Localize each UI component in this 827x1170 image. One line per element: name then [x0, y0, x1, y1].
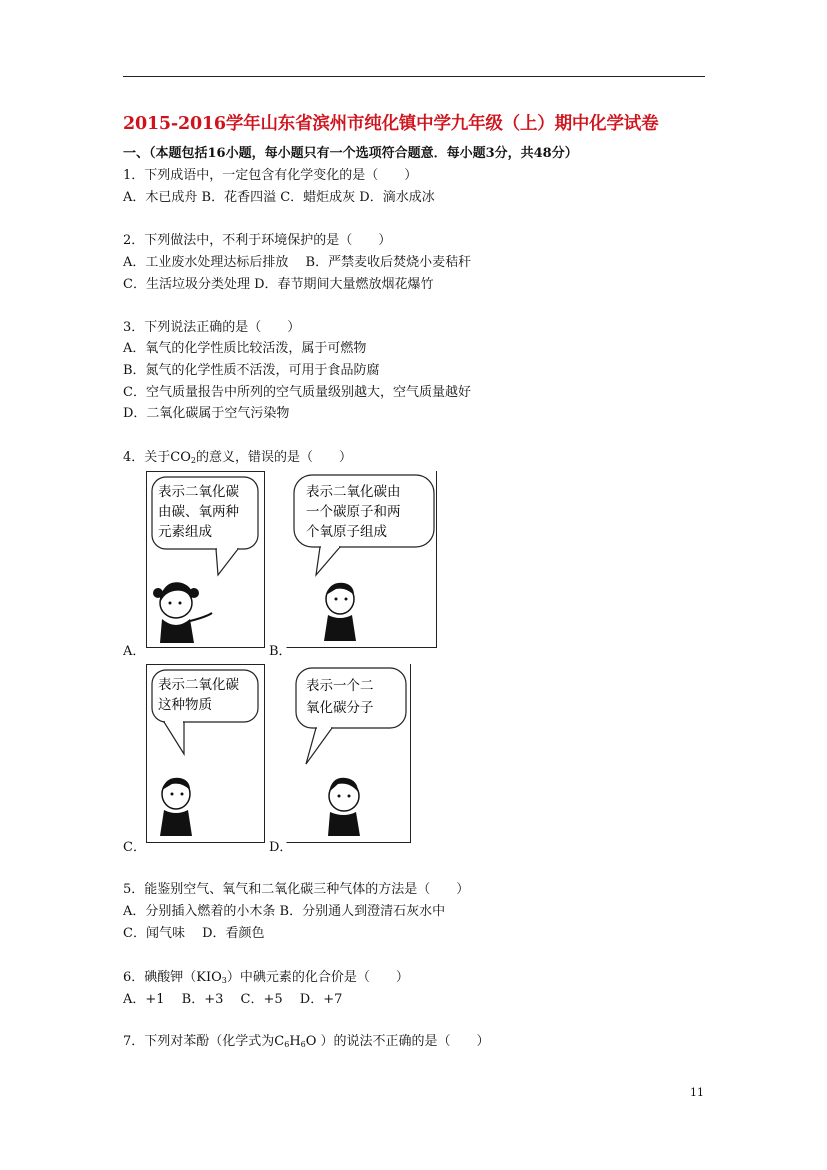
panel-a-bubble-line-2: 由碳、氧两种 [158, 504, 239, 520]
panel-b-bubble-line-1: 表示二氧化碳由 [306, 484, 401, 500]
q1-stem: 1．下列成语中，一定包含有化学变化的是（ ） [123, 168, 418, 183]
panel-c-bubble-line-1: 表示二氧化碳 [158, 677, 239, 693]
panel-d-label: D． [269, 840, 293, 855]
q4-panel-a [123, 471, 266, 659]
panel-d-bubble-line-1: 表示一个二 [306, 678, 374, 694]
panel-c-bubble-line-2: 这种物质 [158, 697, 212, 713]
exam-title: 2015-2016学年山东省滨州市纯化镇中学九年级（上）期中化学试卷 [123, 114, 659, 134]
q6-stem: 6．碘酸钾$(KIO_3)$中碘元素的化合价是（ ） [123, 970, 409, 985]
header-rule [123, 76, 705, 77]
q3-stem: 3．下列说法正确的是（ ） [123, 320, 301, 335]
q3-option-d: D．二氧化碳属于空气污染物 [123, 406, 290, 421]
q5-stem: 5．能鉴别空气、氧气和二氧化碳三种气体的方法是（ ） [123, 882, 470, 897]
panel-d-bubble-line-2: 氧化碳分子 [306, 700, 374, 716]
q4-panel-c [123, 664, 266, 855]
q1-options: A．木已成舟 B．花香四溢 C．蜡炬成灰 D．滴水成冰 [123, 190, 435, 205]
cartoon-boy-image [286, 664, 416, 844]
section-heading: 一、（本题包括16小题，每小题只有一个选项符合题意．每小题3分，共48分） [123, 146, 578, 161]
cartoon-boy-image [146, 664, 266, 844]
q5-options-cd: C．闻气味 D．看颜色 [123, 926, 265, 941]
q7-stem: 7．下列对苯酚（化学式为$C_6H_6O$ ）的说法不正确的是（ ） [123, 1034, 490, 1049]
panel-b-bubble-line-2: 一个碳原子和两 [306, 504, 401, 520]
panel-a-label: A． [123, 644, 146, 659]
panel-b-label: B． [269, 644, 292, 659]
cartoon-girl-image [146, 471, 266, 649]
q2-stem: 2．下列做法中，不利于环境保护的是（ ） [123, 233, 392, 248]
panel-a-bubble-line-3: 元素组成 [158, 524, 212, 540]
q5-options-ab: A．分别插入燃着的小木条 B．分别通人到澄清石灰水中 [123, 904, 446, 919]
q4-panel-d [269, 664, 416, 855]
q6-options: A．+1 B．+3 C．+5 D．+7 [123, 992, 343, 1007]
q3-option-b: B．氮气的化学性质不活泼，可用于食品防腐 [123, 363, 380, 378]
q4-stem: 4．关于$CO_2$的意义，错误的是（ ） [123, 450, 352, 465]
page-number: 11 [690, 1086, 704, 1099]
panel-c-label: C． [123, 840, 146, 855]
panel-a-bubble-line-1: 表示二氧化碳 [158, 484, 239, 500]
q2-options-cd: C．生活垃圾分类处理 D．春节期间大量燃放烟花爆竹 [123, 277, 434, 292]
q3-option-c: C．空气质量报告中所列的空气质量级别越大，空气质量越好 [123, 385, 471, 400]
panel-b-bubble-line-3: 个氧原子组成 [306, 524, 387, 540]
cartoon-boy-image [286, 471, 438, 649]
q2-options-ab: A．工业废水处理达标后排放 B．严禁麦收后焚烧小麦秸秆 [123, 255, 472, 270]
q3-option-a: A．氧气的化学性质比较活泼，属于可燃物 [123, 341, 367, 356]
q4-panel-b [269, 471, 438, 659]
